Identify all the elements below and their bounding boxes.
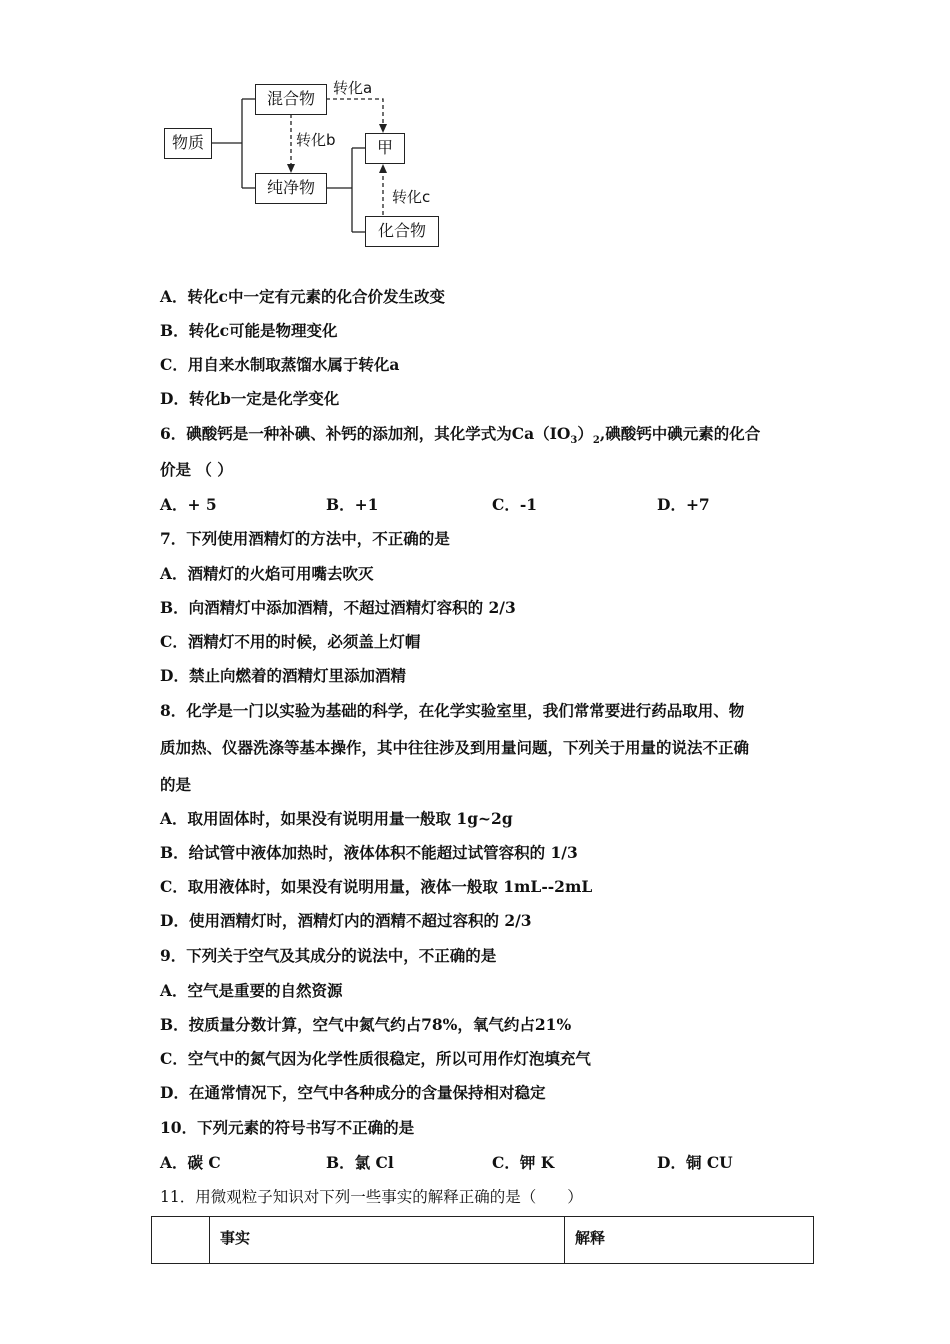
q6-stem-post: ,碘酸钙中碘元素的化合: [599, 424, 761, 443]
q8-option-a: A．取用固体时，如果没有说明用量一般取 1g~2g: [160, 809, 513, 828]
table-header-index: [152, 1217, 210, 1264]
q8-stem-line1: 8．化学是一门以实验为基础的科学，在化学实验室里，我们常常要进行药品取用、物: [160, 701, 745, 720]
label-conversion-a: 转化a: [333, 79, 373, 97]
q7-option-b: B．向酒精灯中添加酒精，不超过酒精灯容积的 2/3: [160, 598, 516, 617]
q8-option-c: C．取用液体时，如果没有说明用量，液体一般取 1mL--2mL: [160, 877, 593, 896]
table-header-explanation: 解释: [565, 1217, 814, 1264]
q10-option-a: A．碳 C: [160, 1153, 221, 1172]
arrowhead-c: [379, 164, 387, 173]
q9-option-b: B．按质量分数计算，空气中氮气约占78%，氧气约占21%: [160, 1015, 572, 1034]
q6-option-b: B．+1: [326, 495, 379, 514]
node-substance: 物质: [164, 128, 212, 159]
classification-diagram: [0, 0, 950, 260]
arrowhead-b: [287, 164, 295, 173]
q7-option-d: D．禁止向燃着的酒精灯里添加酒精: [160, 666, 406, 685]
q6-stem-line2: 价是 （ ）: [160, 460, 233, 479]
q8-stem-line3: 的是: [160, 775, 192, 794]
q10-option-b: B．氯 Cl: [326, 1153, 394, 1172]
arrowhead-a: [379, 124, 387, 133]
q8-option-b: B．给试管中液体加热时，液体体积不能超过试管容积的 1/3: [160, 843, 578, 862]
q6-stem-mid: ）: [577, 424, 593, 443]
q6-option-d: D．+7: [657, 495, 710, 514]
q6-option-a: A．+ 5: [160, 495, 217, 514]
arrow-conversion-a: [326, 99, 383, 125]
q5-option-d: D．转化b一定是化学变化: [160, 389, 340, 408]
q10-option-c: C．钾 K: [492, 1153, 555, 1172]
q6-sub-3: 3: [570, 435, 578, 447]
node-mixture: 混合物: [255, 84, 327, 115]
node-target: 甲: [365, 133, 405, 164]
q6-stem-line1: [160, 424, 760, 451]
label-conversion-b: 转化b: [296, 131, 336, 149]
q9-option-c: C．空气中的氮气因为化学性质很稳定，所以可用作灯泡填充气: [160, 1049, 591, 1068]
q6-stem-pre: 6．碘酸钙是一种补碘、补钙的添加剂，其化学式为Ca（IO: [160, 424, 571, 443]
node-pure-substance: 纯净物: [255, 173, 327, 204]
q6-option-c: C．-1: [492, 495, 538, 514]
q8-option-d: D．使用酒精灯时，酒精灯内的酒精不超过容积的 2/3: [160, 911, 532, 930]
q5-option-a: A．转化c中一定有元素的化合价发生改变: [160, 287, 445, 306]
q9-option-d: D．在通常情况下，空气中各种成分的含量保持相对稳定: [160, 1083, 546, 1102]
q7-stem: 7．下列使用酒精灯的方法中，不正确的是: [160, 529, 450, 548]
q10-option-d: D．铜 CU: [657, 1153, 733, 1172]
table-row: [152, 1217, 814, 1264]
q11-stem: 11．用微观粒子知识对下列一些事实的解释正确的是（ ）: [160, 1188, 583, 1206]
q5-option-c: C．用自来水制取蒸馏水属于转化a: [160, 355, 400, 374]
q8-stem-line2: 质加热、仪器洗涤等基本操作，其中往往涉及到用量问题，下列关于用量的说法不正确: [160, 738, 750, 757]
q10-stem: 10．下列元素的符号书写不正确的是: [160, 1118, 415, 1137]
q7-option-a: A．酒精灯的火焰可用嘴去吹灭: [160, 564, 374, 583]
q7-option-c: C．酒精灯不用的时候，必须盖上灯帽: [160, 632, 421, 651]
q6-sub-2: 2: [592, 435, 600, 447]
node-compound: 化合物: [365, 216, 439, 247]
table-header-fact: 事实: [210, 1217, 565, 1264]
q5-option-b: B．转化c可能是物理变化: [160, 321, 338, 340]
label-conversion-c: 转化c: [392, 188, 431, 206]
q11-table: [151, 1216, 814, 1264]
q9-option-a: A．空气是重要的自然资源: [160, 981, 343, 1000]
q9-stem: 9．下列关于空气及其成分的说法中，不正确的是: [160, 946, 497, 965]
